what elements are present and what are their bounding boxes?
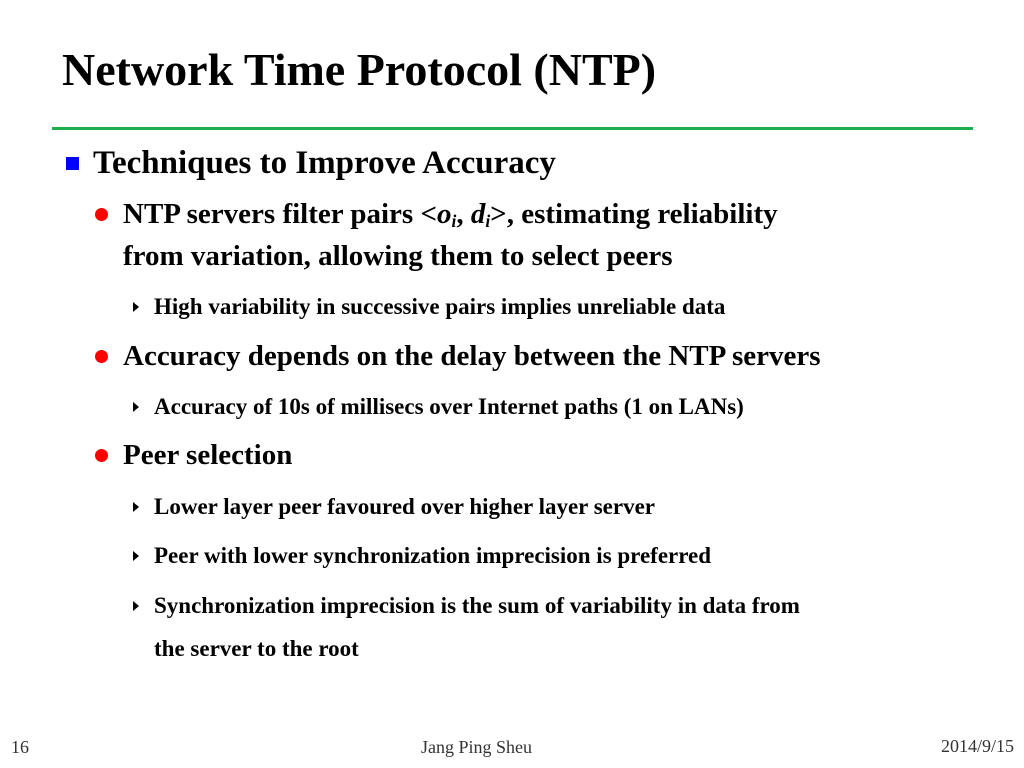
- point3-sub2: Peer with lower synchronization imprecision is preferred: [154, 543, 712, 568]
- dot-bullet-icon: [95, 208, 108, 221]
- heading-text: Techniques to Improve Accuracy: [93, 145, 556, 181]
- point3-sub3-line2: the server to the root: [154, 636, 359, 661]
- triangle-bullet-icon: [133, 302, 139, 312]
- var-d-sub: i: [485, 211, 491, 231]
- point1-text-before: NTP servers filter pairs <: [123, 198, 437, 230]
- point1-sub1: High variability in successive pairs implies unreliable data: [154, 294, 726, 319]
- point3-sub3-line1: Synchronization imprecision is the sum of variability in data from: [154, 593, 800, 618]
- point1-comma: ,: [456, 198, 471, 230]
- point3-text: Peer selection: [123, 439, 293, 471]
- title-divider: [52, 127, 973, 130]
- dot-bullet-icon: [95, 350, 108, 363]
- point1-line1: [123, 193, 778, 235]
- triangle-bullet-icon: [133, 402, 139, 412]
- slide-title: Network Time Protocol (NTP): [62, 44, 657, 95]
- triangle-bullet-icon: [133, 551, 139, 561]
- var-o: o: [436, 198, 452, 230]
- footer-author: Jang Ping Sheu: [421, 737, 533, 757]
- var-o-sub: i: [451, 211, 457, 231]
- page-number: 16: [11, 737, 29, 757]
- point1-text-after: >, estimating reliability: [490, 198, 778, 230]
- square-bullet-icon: [66, 157, 79, 170]
- dot-bullet-icon: [95, 449, 108, 462]
- footer-date: 2014/9/15: [941, 736, 1015, 756]
- point3-sub1: Lower layer peer favoured over higher layer server: [154, 494, 655, 519]
- var-d: d: [470, 198, 486, 230]
- triangle-bullet-icon: [133, 502, 139, 512]
- triangle-bullet-icon: [133, 601, 139, 611]
- point1-line2: from variation, allowing them to select peers: [123, 240, 673, 272]
- point2-sub1: Accuracy of 10s of millisecs over Internet paths (1 on LANs): [154, 394, 744, 419]
- point2-text: Accuracy depends on the delay between the NTP servers: [123, 340, 821, 372]
